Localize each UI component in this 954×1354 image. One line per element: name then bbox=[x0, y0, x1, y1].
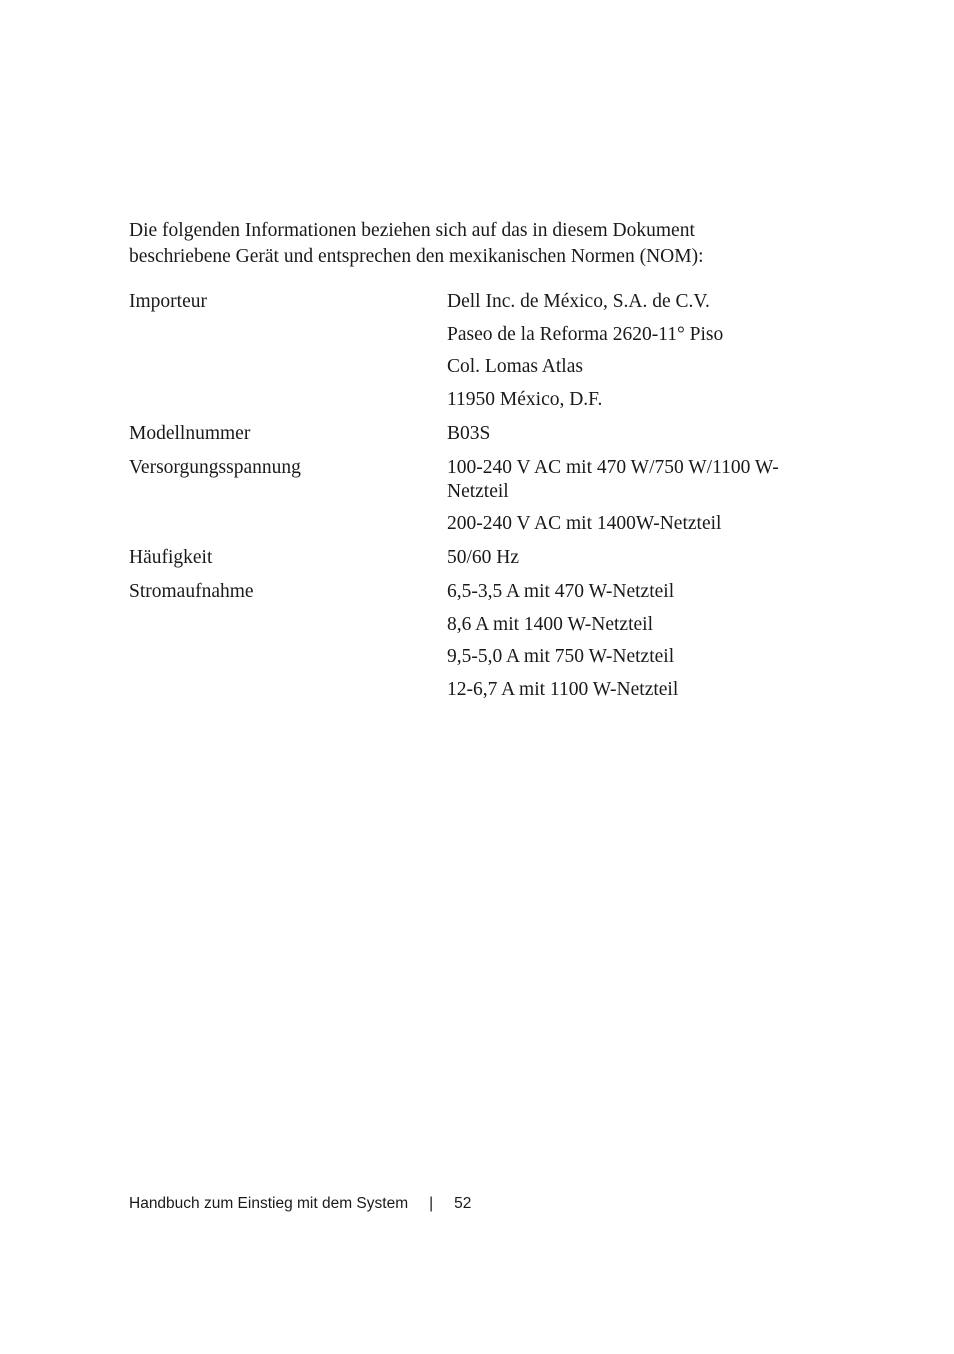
page-number: 52 bbox=[454, 1195, 472, 1212]
spec-value: 50/60 Hz bbox=[447, 547, 520, 568]
spec-value: 200-240 V AC mit 1400W-Netzteil bbox=[447, 513, 722, 534]
spec-row-versorgungsspannung bbox=[129, 456, 829, 537]
spec-values bbox=[447, 546, 829, 570]
spec-row-stromaufnahme bbox=[129, 580, 829, 702]
intro-paragraph bbox=[129, 218, 829, 270]
spec-label: Stromaufnahme bbox=[129, 581, 254, 602]
spec-label: Importeur bbox=[129, 291, 207, 312]
nom-spec-table bbox=[129, 290, 829, 712]
spec-value: 6,5-3,5 A mit 470 W-Netzteil bbox=[447, 581, 675, 602]
spec-value: Dell Inc. de México, S.A. de C.V. bbox=[447, 291, 710, 312]
spec-value: B03S bbox=[447, 422, 491, 444]
footer-title: Handbuch zum Einstieg mit dem System bbox=[129, 1195, 409, 1212]
spec-value: 8,6 A mit 1400 W-Netzteil bbox=[447, 613, 653, 635]
spec-row-importeur bbox=[129, 290, 829, 412]
footer-separator: | bbox=[429, 1195, 434, 1212]
intro-line-1: Die folgenden Informationen beziehen sich auf das in diesem Dokument bbox=[129, 220, 695, 241]
spec-row-haeufigkeit bbox=[129, 546, 829, 570]
spec-label: Häufigkeit bbox=[129, 547, 213, 568]
spec-value: 11950 México, D.F. bbox=[447, 388, 603, 410]
page-footer bbox=[129, 1193, 471, 1215]
spec-values bbox=[447, 456, 829, 537]
spec-value: 9,5-5,0 A mit 750 W-Netzteil bbox=[447, 646, 675, 667]
spec-values bbox=[447, 422, 829, 446]
spec-row-modellnummer bbox=[129, 422, 829, 446]
spec-values bbox=[447, 290, 829, 412]
spec-value: 100-240 V AC mit 470 W/750 W/1100 W-Netzteil bbox=[447, 456, 779, 502]
spec-value: 12-6,7 A mit 1100 W-Netzteil bbox=[447, 678, 679, 700]
spec-label: Versorgungsspannung bbox=[129, 456, 301, 478]
spec-value: Col. Lomas Atlas bbox=[447, 356, 583, 377]
spec-value: Paseo de la Reforma 2620-11° Piso bbox=[447, 323, 724, 345]
spec-label: Modellnummer bbox=[129, 422, 251, 444]
intro-line-2: beschriebene Gerät und entsprechen den mexikanischen Normen (NOM): bbox=[129, 246, 704, 267]
spec-values bbox=[447, 580, 829, 702]
